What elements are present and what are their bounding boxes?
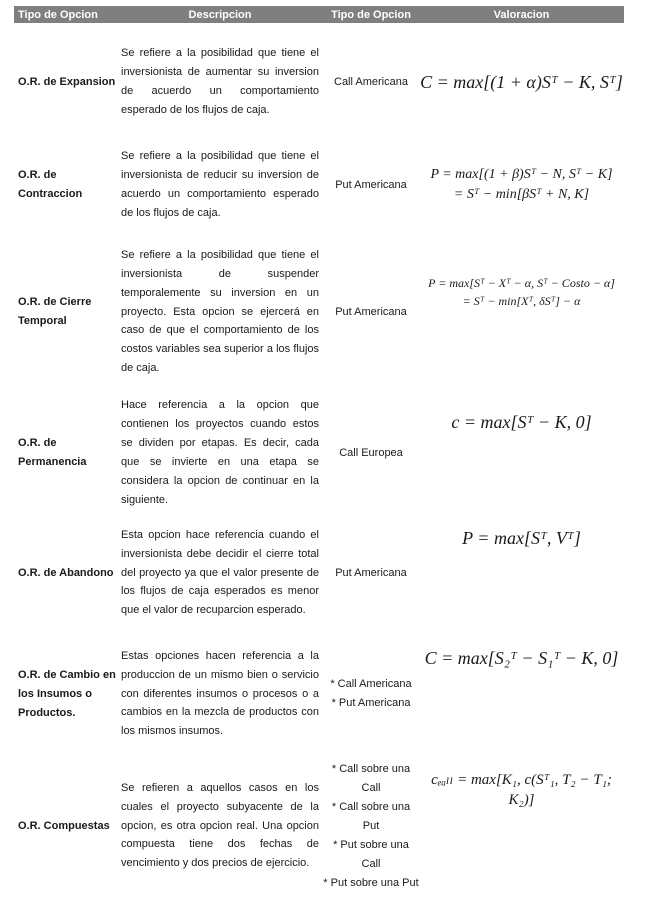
table-row [14, 31, 624, 133]
option-type: O.R. Compuestas [18, 819, 110, 832]
header-valoracion: Valoracion [493, 8, 550, 21]
option-description: Hace referencia a la opcion que contienen los proyectos cuando estos se dividen por etapas. Es decir, cada que se invierte en una etapa se considera la opcion de continuar en la siguiente. [121, 399, 319, 506]
option-description: Se refiere a la posibilidad que tiene el inversionista de reducir su inversion de acuerdo un comportamiento esperado de los flujos de caja. [121, 150, 319, 219]
valuation-formula: C = max[(1 + α)Sᵀ − K, Sᵀ] [420, 71, 623, 92]
valuation-formula [419, 165, 624, 205]
valuation-line: P = max[(1 + β)Sᵀ − N, Sᵀ − K] [430, 167, 613, 182]
option-type: O.R. de Expansion [18, 75, 116, 88]
valuation-formula [419, 242, 624, 310]
valuation-line: = Sᵀ − min[βSᵀ + N, K] [453, 187, 590, 202]
header-tipo-opcion: Tipo de Opcion [18, 8, 98, 21]
options-table [14, 6, 624, 889]
valuation-line: P = max[Sᵀ − Xᵀ − α, Sᵀ − Costo − α] [428, 276, 615, 290]
header-tipo-opcion-2: Tipo de Opcion [331, 8, 411, 21]
table-row [14, 134, 624, 236]
valuation-formula: c = max[Sᵀ − K, 0] [451, 412, 592, 432]
option-kind-list [323, 675, 419, 713]
option-kind-item: * Put sobre una Put [323, 876, 419, 889]
option-description: Se refieren a aquellos casos en los cuales el proyecto subyacente de la opcion, es otra opcion real. Una opcion compuesta tiene dos fechas de vencimiento y dos precios de ejercicio. [121, 781, 319, 870]
option-type: O.R. de Permanencia [18, 437, 87, 468]
table-row [14, 750, 624, 902]
option-kind: Put Americana [335, 305, 407, 318]
option-kind: Put Americana [335, 178, 407, 191]
option-kind: Call Europea [339, 446, 403, 459]
valuation-formula: cₑₐₗₗ = max[K₁, c(Sᵀ₁, T₂ − T₁; K₂)] [431, 772, 612, 808]
table-header [14, 6, 624, 23]
table-row [14, 242, 624, 382]
option-description: Se refiere a la posibilidad que tiene el inversionista de aumentar su inversion de acuerdo un comportamiento esperado de los flujos de caja. [121, 47, 319, 116]
option-type: O.R. de Contraccion [18, 169, 83, 200]
option-kind-item: * Put Americana [331, 697, 411, 709]
valuation-line: = Sᵀ − min[Xᵀ, δSᵀ] − α [462, 294, 581, 308]
option-kind: Put Americana [335, 566, 407, 579]
option-type: O.R. de Cierre Temporal [18, 296, 92, 327]
valuation-formula: P = max[Sᵀ, Vᵀ] [462, 528, 581, 548]
option-type: O.R. de Abandono [18, 566, 114, 579]
header-descripcion: Descripcion [188, 8, 252, 21]
option-kind-list [323, 760, 419, 893]
option-kind-item: * Put sobre una Call [333, 838, 409, 870]
table-row [14, 636, 624, 752]
option-kind: Call Americana [334, 75, 408, 88]
option-type: O.R. de Cambio en los Insumos o Productos. [18, 668, 116, 719]
table-row [14, 394, 624, 512]
option-kind-item: * Call Americana [330, 678, 412, 690]
option-description: Estas opciones hacen referencia a la produccion de un mismo bien o servicio con diferentes insumos o procesos o a cambios en la mezcla de productos con los mismos insumos. [121, 649, 319, 738]
valuation-formula: C = max[S₂ᵀ − S₁ᵀ − K, 0] [424, 648, 619, 668]
option-description: Esta opcion hace referencia cuando el inversionista debe decidir el cierre total del proyecto ya que el valor presente de los flujos de caja esperados es menor que el valor de recuparcion esperado. [121, 528, 319, 617]
option-description: Se refiere a la posibilidad que tiene el inversionista de suspender temporalemente su inversion en un proyecto. Esta opcion se ejercerá en caso de que el comportamiento de los costos variables sea superior a los flujos de caja. [121, 248, 319, 375]
option-kind-item: * Call sobre una Call [331, 762, 411, 794]
option-kind-item: * Call sobre una Put [331, 800, 411, 832]
table-row [14, 514, 624, 632]
